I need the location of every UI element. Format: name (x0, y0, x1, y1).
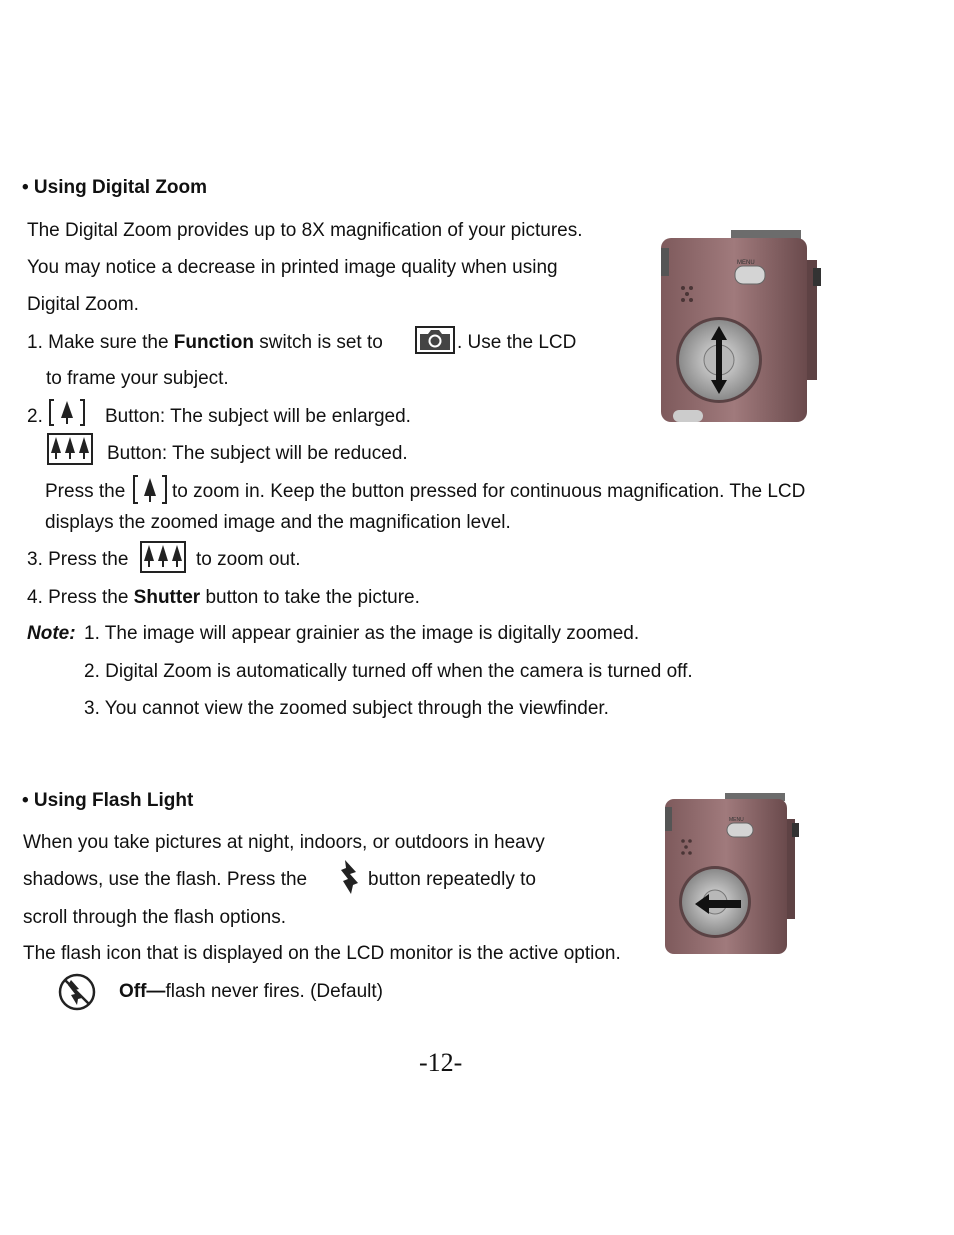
flash-heading: • Using Flash Light (22, 790, 194, 811)
zoom-wide-icon (140, 541, 186, 573)
page-number: -12- (419, 1048, 463, 1077)
press-prefix: Press the (45, 481, 126, 502)
step-1-mid: switch is set to (254, 332, 383, 353)
zoom-tele-icon (132, 474, 168, 506)
step-4-suffix: button to take the picture. (200, 587, 420, 608)
shutter-keyword: Shutter (133, 587, 201, 608)
press-suffix: to zoom in. Keep the button pressed for continuous magnification. The LCD (172, 481, 806, 502)
note-label: Note: (27, 623, 76, 644)
press-line-2: displays the zoomed image and the magnification level. (45, 512, 511, 533)
step-3-prefix: 3. Press the (27, 549, 129, 570)
flash-line-1: When you take pictures at night, indoors, or outdoors in heavy (23, 832, 545, 853)
step-1-suffix: . Use the LCD (457, 332, 577, 353)
flash-line-3: scroll through the flash options. (23, 907, 286, 928)
camera-menu-label: MENU (729, 817, 744, 823)
zoom-intro-line-3: Digital Zoom. (27, 294, 139, 315)
flash-off-icon (57, 972, 97, 1012)
step-4-line (27, 588, 420, 607)
step-2-number: 2. (27, 406, 43, 427)
flash-line-2-suffix: button repeatedly to (368, 869, 536, 890)
zoom-tele-icon (48, 398, 86, 428)
camera-mode-icon (415, 326, 455, 354)
camera-flash-illustration (665, 793, 801, 954)
step-3-suffix: to zoom out. (196, 549, 301, 570)
note-item-1: 1. The image will appear grainier as the image is digitally zoomed. (84, 623, 640, 644)
note-item-3: 3. You cannot view the zoomed subject through the viewfinder. (84, 698, 609, 719)
camera-menu-label: MENU (737, 260, 755, 266)
step-2-tele-text: Button: The subject will be enlarged. (105, 406, 411, 427)
note-item-2: 2. Digital Zoom is automatically turned off when the camera is turned off. (84, 661, 693, 682)
zoom-wide-icon (47, 433, 93, 465)
step-1-line (27, 333, 383, 352)
step-4-prefix: 4. Press the (27, 587, 134, 608)
off-keyword: Off— (119, 981, 166, 1002)
zoom-intro-line-2: You may notice a decrease in printed image quality when using (27, 257, 558, 278)
zoom-heading: • Using Digital Zoom (22, 177, 208, 198)
step-1-line-2: to frame your subject. (46, 368, 229, 389)
flash-line-2-prefix: shadows, use the flash. Press the (23, 869, 308, 890)
off-description: flash never fires. (Default) (165, 981, 383, 1002)
step-2-wide-text: Button: The subject will be reduced. (107, 443, 408, 464)
camera-zoom-illustration (661, 230, 821, 422)
function-keyword: Function (173, 332, 254, 353)
step-1-prefix: 1. Make sure the (27, 332, 174, 353)
flash-off-line (119, 982, 383, 1001)
flash-icon (339, 859, 361, 895)
flash-line-4: The flash icon that is displayed on the LCD monitor is the active option. (23, 943, 621, 964)
zoom-intro-line-1: The Digital Zoom provides up to 8X magnification of your pictures. (27, 220, 583, 241)
